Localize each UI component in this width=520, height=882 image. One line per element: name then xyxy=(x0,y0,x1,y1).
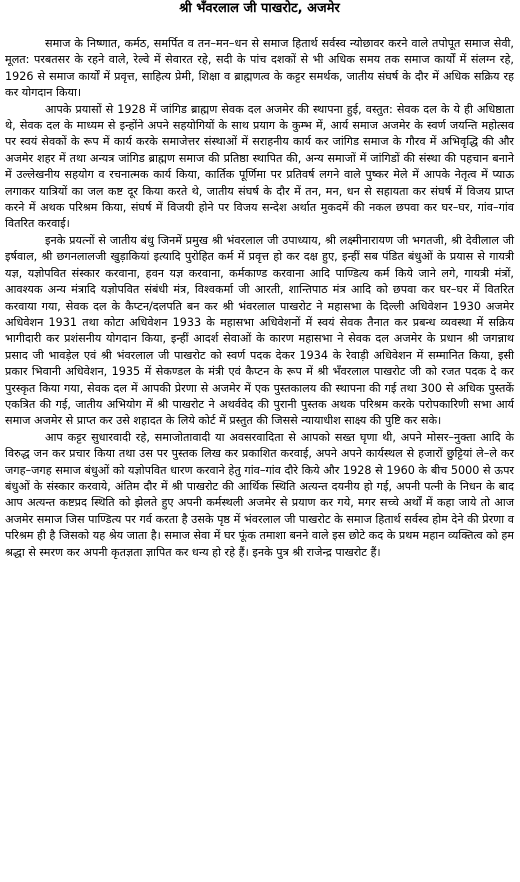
paragraph-2: आपके प्रयासों से 1928 में जांगिड ब्राह्मण सेवक दल अजमेर की स्थापना हुई, वस्तुत: सेवक दल के ये ही अधिष्ठाता थे, सेवक दल के माध्यम से इन्होंने अपने सहयोगियों के साथ प्रयाग के कुम्भ में, आर्य समाज अजमेर के स्वर्ण जयन्ति महोत्सव पर स्वयं सेवकों के रूप में कार्य करके समाजेत्तर संस्थाओं में सराहनीय कार्य कर जांगिड समाज के गौरव में अभिवृद्धि की और अजमेर शहर में तथा अन्यत्र जांगिड ब्राह्मण समाज की प्रतिष्ठा स्थापित की, अन्य समाजों में जांगिडों की संस्था की पहचान बनाने में उल्लेखनीय सहयोग व रचनात्मक कार्य किया, कार्तिक पूर्णिमा पर प्रतिवर्ष लगने वाले पुष्कर मेले में आपके नेतृत्व में प्याऊ लगाकर यात्रियों का जल कष्ट दूर किया करते थे, जातीय संघर्ष के दौर में तन, मन, धन से सहायता कर संघर्ष में विजय प्राप्त करने में अथक परिश्रम किया, संघर्ष में विजयी होने पर विजय सन्देश अर्थात मुकदमें की नकल छपवा कर घर–घर, गांव–गांव वितरित करवाई। xyxy=(5,102,514,231)
paragraph-4: आप कट्टर सुधारवादी रहे, समाजोतावादी या अवसरवादिता से आपको सख्त घृणा थी, अपने मोसर–नुक्ता आदि के विरुद्ध जन कर प्रचार किया तथा उस पर पुस्तक लिख कर प्रकाशित करवाई, अपने अपने कार्यस्थल से हजारों छुट्टियां ले–ले कर जगह–जगह समाज बंधुओं को यज्ञोपवित धारण करवाने हेतु गांव–गांव दौरे किये और 1928 से 1960 के बीच 5000 से ऊपर बंधुओं के संस्कार करवाये, अंतिम दौर में श्री पाखरोट की आर्थिक स्थिति अत्यन्त दयनीय हो गई, अपनी पत्नी के निधन के बाद आप अत्यन्त कष्टप्रद स्थिति को झेलते हुए अपनी कर्मस्थली अजमेर से प्रयाण कर गये, मगर सच्चे अर्थों में कहा जाये तो आज अजमेर समाज जिस पाण्डित्य पर गर्व करता है उसके पृष्ठ में भंवरलाल जी पाखरोट के समाज हितार्थ सर्वस्व होम देने की प्रेरणा व परिश्रम ही है जिसको यह श्रेय जाता है। समाज सेवा में घर फूंक तमाशा बनने वाले इस छोटे कद के प्रथम महान व्यक्तित्व को हम श्रद्धा से स्मरण कर अपनी कृतज्ञता ज्ञापित कर धन्य हो रहे हैं। इनके पुत्र श्री राजेन्द्र पाखरोट हैं। xyxy=(5,430,514,559)
paragraph-3: इनके प्रयत्नों से जातीय बंधु जिनमें प्रमुख श्री भंवरलाल जी उपाध्याय, श्री लक्ष्मीनारायण जी भगतजी, श्री देवीलाल जी इर्षवाल, श्री छगनलालजी खुड़ाकियां इत्यादि पुरोहित कर्म में प्रवृत्त हो कर दक्ष हुए, इन्हीं सब पंडित बंधुओं के प्रयास से गायत्री यज्ञ, यज्ञोपवित संस्कार करवाना, हवन यज्ञ करवाना, कर्मकाण्ड करवाना आदि पाण्डित्य कर्म किये जाने लगे, गायत्री मंत्रों, आवश्यक अन्य मंत्रादि यज्ञोपवित संबंधी मंत्र, विश्वकर्मा जी आरती, शान्तिपाठ मंत्र आदि को छपवा कर घर–घर में वितरित करवाया गया, सेवक दल के कैप्टन/दलपति बन कर श्री भंवरलाल पाखरोट ने महासभा के दिल्ली अधिवेशन 1930 अजमेर अधिवेशन 1931 तथा कोटा अधिवेशन 1933 के महासभा अधिवेशनों में स्वयं सेवक तैनात कर प्रबन्ध व्यवस्था में सक्रिय भागीदारी कर प्रशंसनीय योगदान किया, इन्हीं आदर्श सेवाओं के कारण महासभा ने सेवक दल अजमेर के प्रधान श्री जगन्नाथ प्रसाद जी भावड़ेल एवं श्री भंवरलाल जी पाखरोट को स्वर्ण पदक देकर 1934 के रेवाड़ी अधिवेशन में सम्मानित किया, इसी प्रकार भिवानी अधिवेशन, 1935 में सेकण्डल के मंत्री एवं कैप्टन के रूप में श्री भँवरलाल पाखरोट जी को रजत पदक दे कर पुरस्कृत किया गया, सेवक दल में आपकी प्रेरणा से अजमेर में एक पुस्तकालय की स्थापना की गई तथा 300 से अधिक पुस्तकें एकत्रित की गई, जातीय अभियोग में श्री पाखरोट ने अथर्ववेद की पुरानी पुस्तक अथक परिश्रम करके परोपकारिणी सभा आर्य समाज अजमेर से प्राप्त कर उसे शहादत के लिये कोर्ट में प्रस्तुत की जिससे न्यायाधीश साक्ष्य की पुष्टि कर सके। xyxy=(5,233,514,428)
page-title: श्री भँवरलाल जी पाखरोट, अजमेर xyxy=(179,1,340,16)
paragraph-1: समाज के निष्णात, कर्मठ, समर्पित व तन–मन–धन से समाज हितार्थ सर्वस्व न्योछावर करने वाले तपोपूत समाज सेवी, मूलत: परबतसर के रहने वाले, रेल्वे में सेवारत रहे, सदी के पांच दशकों से भी अधिक समय तक समाज कार्यों में संलग्न रहे, 1926 से समाज कार्यों में प्रवृत्त, साहित्य प्रेमी, शिक्षा व ब्राह्मणत्व के कट्टर समर्थक, जातीय संघर्ष के दौर में अधिक सक्रिय रह कर योगदान किया। xyxy=(5,37,514,100)
